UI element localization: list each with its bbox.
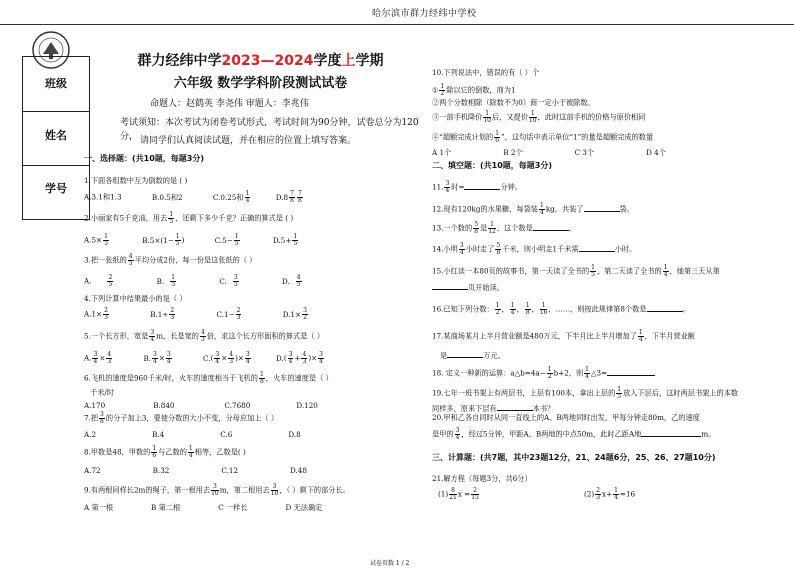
q8-options: A.72 B.32 C.12 D.48 [84, 466, 307, 475]
q17-cont: 是 万元。 [440, 351, 505, 360]
q14-blank[interactable] [579, 244, 615, 252]
name-label: 姓名 [45, 129, 67, 142]
q5-options: A. $\frac{3}{4}$ × $\frac{4}{3}$ B. $\frac{3}{4}$ × $\frac{3}{4}$ C.( $\frac{3}{4}$ × $\frac{4}{3}$ )× $\frac{3}{4}$ D.( $\frac{3}{4}$ + $\frac{4}{3}$ )× $\frac{3}{4}$ [84, 351, 323, 365]
q16-blank[interactable] [647, 304, 683, 312]
q17-blank[interactable] [447, 350, 483, 358]
school-name-header: 哈尔滨市群力经纬中学校 [372, 9, 477, 19]
section-fill-title: 二、填空题：(共10题，每题3分) [432, 161, 553, 170]
q16: 16.已知下列分数： $\frac{1}{2}$ ， $\frac{1}{4}$ ， $\frac{1}{8}$ ， $\frac{1}{16}$ ，……，则按此规律第8个数是 。 [432, 302, 690, 316]
q6-stem: 6.飞机的速度是960千米/时，火车的速度相当于飞机的 $\frac{1}{8}$ ，火车的速度是（ ） [84, 371, 333, 385]
q15-cont: 页开始读。 [432, 282, 504, 293]
q3-stem: 3.把一张纸的 $\frac{4}{5}$ 平均分成2份，每一份是这张纸的（ ） [84, 253, 257, 267]
q13: 13.一个数的 $\frac{5}{8}$ 是 $\frac{1}{12}$ ，这个数是 。 [432, 221, 577, 235]
exam-note-1: 考试须知：本次考试为闭卷考试形式，考试时间为90分钟，试卷总分为120分， [120, 118, 419, 142]
q1-options: A.3.1和1.3 B.0.5和2 C.0.25和 $\frac{1}{4}$ D.8 $\frac{7}{8}$ $\frac{7}{8}$ [84, 190, 302, 204]
q10-stem: 10.下列说法中，错误的有（ ）个 [432, 68, 540, 77]
q7-options: A.2 B.4 C.6 D.8 [84, 430, 301, 439]
q9-options: A 第一根 B 第二根 C 一样长 D 无法确定 [84, 503, 323, 512]
q9-stem: 9.有两根同样长2m的绳子，第一根用去 $\frac{3}{10}$ m，第二根用去 $\frac{3}{10}$ ，（ ）剩下的部分长。 [84, 483, 350, 497]
section-calc-title: 三、计算题：(共7题，其中23题12分，21、24题6分，25、26、27题10分) [432, 453, 716, 462]
q18: 18. 定义一种新的运算：a△b=4a− $\frac{1}{2}$ b+2，则 $\frac{1}{4}$ △3= [432, 367, 655, 380]
q2-options: A.5× $\frac{1}{5}$ B.5×(1− $\frac{1}{5}$ ) C.5− $\frac{1}{5}$ D.5+ $\frac{1}{5}$ [84, 233, 298, 247]
q20: 20.甲和乙各自同时从同一直线上的A、B两地同时出发，甲每分钟走80m，乙的速度 [432, 413, 700, 422]
student-id-label: 学号 [45, 182, 67, 195]
q10-options: A 1个 B 2个 C 3个 D 4个 [432, 148, 666, 157]
q6-unit: 千米/时 [90, 388, 114, 397]
q15-blank[interactable] [432, 282, 468, 290]
q20-cont: 是甲的 $\frac{3}{4}$ ，经过5分钟，甲距A、B两地的中点50m，此时乙距A地 m。 [432, 427, 716, 441]
class-label: 班级 [45, 77, 67, 90]
q8-stem: 8.甲数是48，甲数的 $\frac{1}{6}$ 与乙数的 $\frac{1}{4}$ 相等，乙数是( ) [84, 445, 246, 459]
q20-blank[interactable] [641, 429, 701, 437]
exam-authors: 命题人：赵鹤英 李尧伟 审题人：李兆伟 [150, 99, 309, 109]
q4-stem: 4.下列计算中结果最小的是（ ） [84, 294, 187, 303]
q19-cont: 同样多，原来下层有 本书？ [432, 404, 555, 413]
q10-statement-2: ②两个分数相除（除数不为0）商一定小于被除数。 [432, 98, 595, 107]
q5-stem: 5.一个长方形，宽是 $\frac{3}{4}$ m，长是宽的 $\frac{4}{3}$ 倍，求这个长方形面积的算式是（ ） [84, 329, 325, 343]
q11: 11. $\frac{3}{4}$ 时= 分钟。 [432, 180, 523, 194]
section-choice-title: 一、选择题：(共10题，每题3分) [84, 154, 205, 163]
student-info-panel [22, 56, 90, 220]
q21-equation-2: (2) $\frac{2}{3}$ x+ $\frac{1}{4}$ =16 [584, 487, 636, 501]
q13-blank[interactable] [533, 223, 569, 231]
q12-blank[interactable] [584, 204, 620, 212]
q7-stem: 7.把 $\frac{3}{8}$ 的分子加上3，要使分数的大小不变，分母应加上（ ） [84, 411, 279, 425]
q6-options: A.170 B.840 C.7680 D.120 [84, 401, 318, 410]
q21-stem: 21.解方程（每题3分，共6分） [432, 474, 532, 483]
q15: 15.小红读一本80页的故事书，第一天读了全书的 $\frac{1}{5}$ ，第二天读了全书的 $\frac{1}{4}$ ，她第三天从第 [432, 264, 720, 278]
q11-blank[interactable] [464, 182, 500, 190]
q12: 12.现有120kg的水果糖，每袋装 $\frac{1}{4}$ kg，共装了 袋。 [432, 202, 634, 216]
q1-stem: 1.下面各组数中互为倒数的是 ( ) [84, 176, 188, 185]
q14: 14.小明 $\frac{3}{4}$ 小时走了 $\frac{5}{8}$ 千米，则小明走1千米需 小时。 [432, 242, 637, 256]
q10-statement-3: ③一部手机降价 $\frac{1}{10}$ 后，又提价 $\frac{1}{10}$ ，此时这部手机的价格与原价相同 [432, 110, 646, 124]
q19: 19.七年一班书架上有两层书，上层有100本，拿出上层的 $\frac{1}{5}$ 放入下层后，这时两层书架上的本数 [432, 386, 739, 400]
q4-options: A.1× $\frac{2}{3}$ B.1÷ $\frac{2}{3}$ C.1− $\frac{2}{3}$ D.1× $\frac{3}{2}$ [84, 307, 307, 321]
exam-title: 群力经纬中学2023—2024学度上学期 [137, 53, 384, 69]
q3-options: A. $\frac{2}{5}$ B. $\frac{1}{5}$ C. $\frac{3}{5}$ D. $\frac{4}{5}$ [84, 274, 301, 288]
q21-equation-1: (1) $\frac{8}{21}$ x = $\frac{2}{15}$ [438, 487, 479, 501]
header-divider [0, 24, 794, 25]
q10-statement-1: ① $\frac{1}{2}$ 除以它的倒数，商为1 [432, 83, 516, 97]
exam-subtitle: 六年级 数学学科阶段测试试卷 [173, 76, 348, 91]
exam-note-2: 请同学们认真阅读试题，并在相应的位置上填写答案。 [140, 136, 357, 146]
q18-blank[interactable] [607, 368, 655, 376]
q17: 17.某商场某月上半月营业额是480万元，下半月比上半月增加了 $\frac{1}{4}$ ，下半月营业额 [432, 329, 695, 343]
q19-blank[interactable] [497, 403, 533, 411]
page-footer: 试卷页数 1 / 2 [370, 560, 410, 567]
q2-stem: 2.小丽家有5千克油，用去 $\frac{1}{5}$ ，还剩下多少千克？正确的算式是 ( ) [84, 211, 294, 225]
q10-statement-4: ④“超额完成计划的 $\frac{1}{6}$ ”，这句话中表示单位“1”的量是超额完成的数量 [432, 130, 654, 144]
